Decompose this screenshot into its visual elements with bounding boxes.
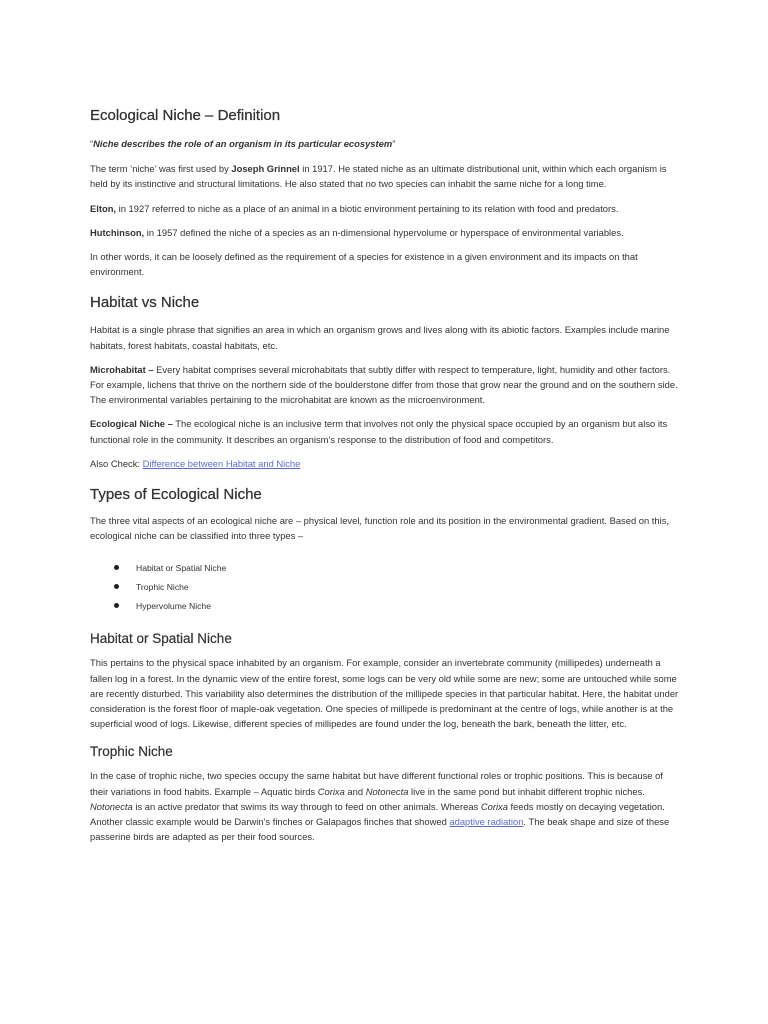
article [90, 106, 682, 844]
habitat-paragraph: Habitat is a single phrase that signifies an area in which an organism grows and lives along with its abiotic factors. Examples include marine habitats, forest habitats, coastal habitats, etc. [90, 324, 670, 351]
term-ecological-niche: Ecological Niche – [90, 418, 173, 430]
name-joseph-grinnel: Joseph Grinnel [231, 163, 300, 175]
section-title-habitat-vs-niche: Habitat vs Niche [90, 294, 200, 312]
types-list [90, 559, 682, 616]
bullet-icon [114, 565, 119, 570]
ecological-niche-paragraph: Ecological Niche – The ecological niche is an inclusive term that involves not only the physical space occupied by an organism but also its functional role in the community. It describes an organism’s response to the distribution of food and competitors. [90, 418, 668, 445]
name-elton: Elton, [90, 202, 117, 214]
bullet-icon [114, 603, 119, 608]
definition-paragraph-hutchinson: Hutchinson, in 1957 defined the niche of a species as an n-dimensional hypervolume or hyperspace of environmental variables. [90, 226, 624, 238]
definition-paragraph-grinnel: The term ‘niche’ was first used by Joseph Grinnel in 1917. He stated niche as an ultimate distributional unit, within which each organism is held by its instinctive and structural limitations. He also stated that no two species can inhabit the same niche for a long time. [90, 163, 667, 190]
list-item: Habitat or Spatial Niche [90, 559, 682, 578]
term-microhabitat: Microhabitat – [90, 363, 154, 375]
list-item: Hypervolume Niche [90, 597, 682, 616]
spatial-niche-paragraph: This pertains to the physical space inhabited by an organism. For example, consider an invertebrate community (millipedes) underneath a fallen log in a forest. In the dynamic view of the entire forest, some logs can be very old while some are new; some are untouched while some are recently disturbed. This variability also determines the distribution of the millipede species in that particular habitat. Here, the habitat under consideration is the forest floor of maple-oak vegetation. One species of millipede is predominant at the centre of logs, while another is at the superficial wood of logs. Likewise, different species of millipedes are found under the log, beneath the bark, beneath the litter, etc. [90, 657, 679, 730]
also-check-line: Also Check: Difference between Habitat and Niche [90, 457, 301, 469]
list-item: Trophic Niche [90, 578, 682, 597]
adaptive-radiation-link[interactable]: adaptive radiation [449, 816, 524, 828]
microhabitat-paragraph: Microhabitat – Every habitat comprises several microhabitats that subtly differ with respect to temperature, light, humidity and other factors. For example, lichens that thrive on the northern side of the boulderstone differ from those that grow near the ground and on the southern side. The environmental variables pertaining to the microhabitat are known as the microenvironment. [90, 363, 678, 406]
section-title-spatial-niche: Habitat or Spatial Niche [90, 631, 232, 647]
trophic-niche-paragraph: In the case of trophic niche, two species occupy the same habitat but have different functional roles or trophic positions. This is because of their variations in food habits. Example – Aquatic birds Corixa and Notonecta live in the same pond but inhabit different trophic niches. Notonecta is an active predator that swims its way through to feed on other animals. Whereas Corixa feeds mostly on decaying vegetation. Another classic example would be Darwin’s finches or Galapagos finches that showed adaptive radiation. The beak shape and size of these passerine birds are adapted as per their food sources. [90, 770, 670, 843]
section-title-types: Types of Ecological Niche [90, 486, 262, 504]
section-title-trophic-niche: Trophic Niche [90, 744, 173, 760]
types-paragraph: The three vital aspects of an ecological niche are – physical level, function role and its position in the environmental gradient. Based on this, ecological niche can be classified into three types – [90, 515, 669, 542]
species-notonecta: Notonecta [90, 800, 133, 812]
habitat-niche-difference-link[interactable]: Difference between Habitat and Niche [142, 457, 301, 469]
section-title-definition: Ecological Niche – Definition [90, 107, 281, 124]
species-corixa: Corixa [317, 785, 345, 797]
name-hutchinson: Hutchinson, [90, 226, 145, 238]
definition-paragraph-summary: In other words, it can be loosely defined as the requirement of a species for existence in a given environment and its impacts on that environment. [90, 251, 638, 278]
bullet-icon [114, 584, 119, 589]
species-corixa: Corixa [480, 800, 508, 812]
definition-quote: “Niche describes the role of an organism in its particular ecosystem” [90, 138, 396, 149]
species-notonecta: Notonecta [365, 785, 409, 797]
definition-paragraph-elton: Elton, in 1927 referred to niche as a place of an animal in a biotic environment pertaining to its relation with food and predators. [90, 202, 619, 214]
